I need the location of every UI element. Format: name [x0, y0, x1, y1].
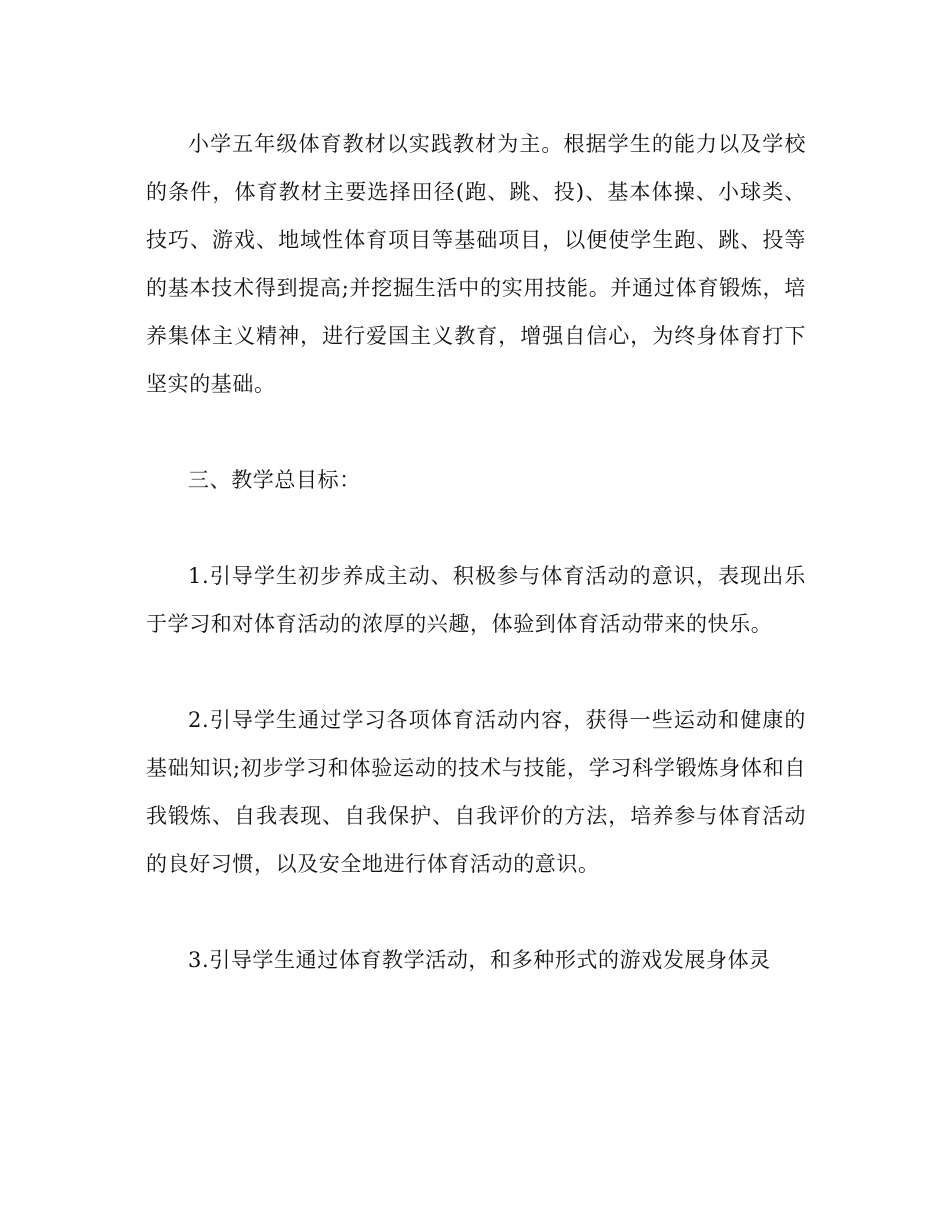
section-heading-teaching-goals: 三、教学总目标：: [188, 468, 361, 492]
goal-item-2: 2.引导学生通过学习各项体育活动内容，获得一些运动和健康的基础知识;初步学习和体验运动的技术与技能，学习科学锻炼身体和自我锻炼、自我表现、自我保护、自我评价的方法，培养参与体育活动的良好习惯，以及安全地进行体育活动的意识。: [146, 708, 806, 876]
goal-item-1: 1.引导学生初步养成主动、积极参与体育活动的意识，表现出乐于学习和对体育活动的浓厚的兴趣，体验到体育活动带来的快乐。: [146, 564, 806, 636]
goal-item-3: 3.引导学生通过体育教学活动，和多种形式的游戏发展身体灵: [188, 948, 771, 972]
paragraph-intro: 小学五年级体育教材以实践教材为主。根据学生的能力以及学校的条件，体育教材主要选择田径(跑、跳、投)、基本体操、小球类、技巧、游戏、地域性体育项目等基础项目，以便使学生跑、跳、投等的基本技术得到提高;并挖掘生活中的实用技能。并通过体育锻炼，培养集体主义精神，进行爱国主义教育，增强自信心，为终身体育打下坚实的基础。: [146, 132, 806, 396]
document-body: [146, 120, 806, 1032]
